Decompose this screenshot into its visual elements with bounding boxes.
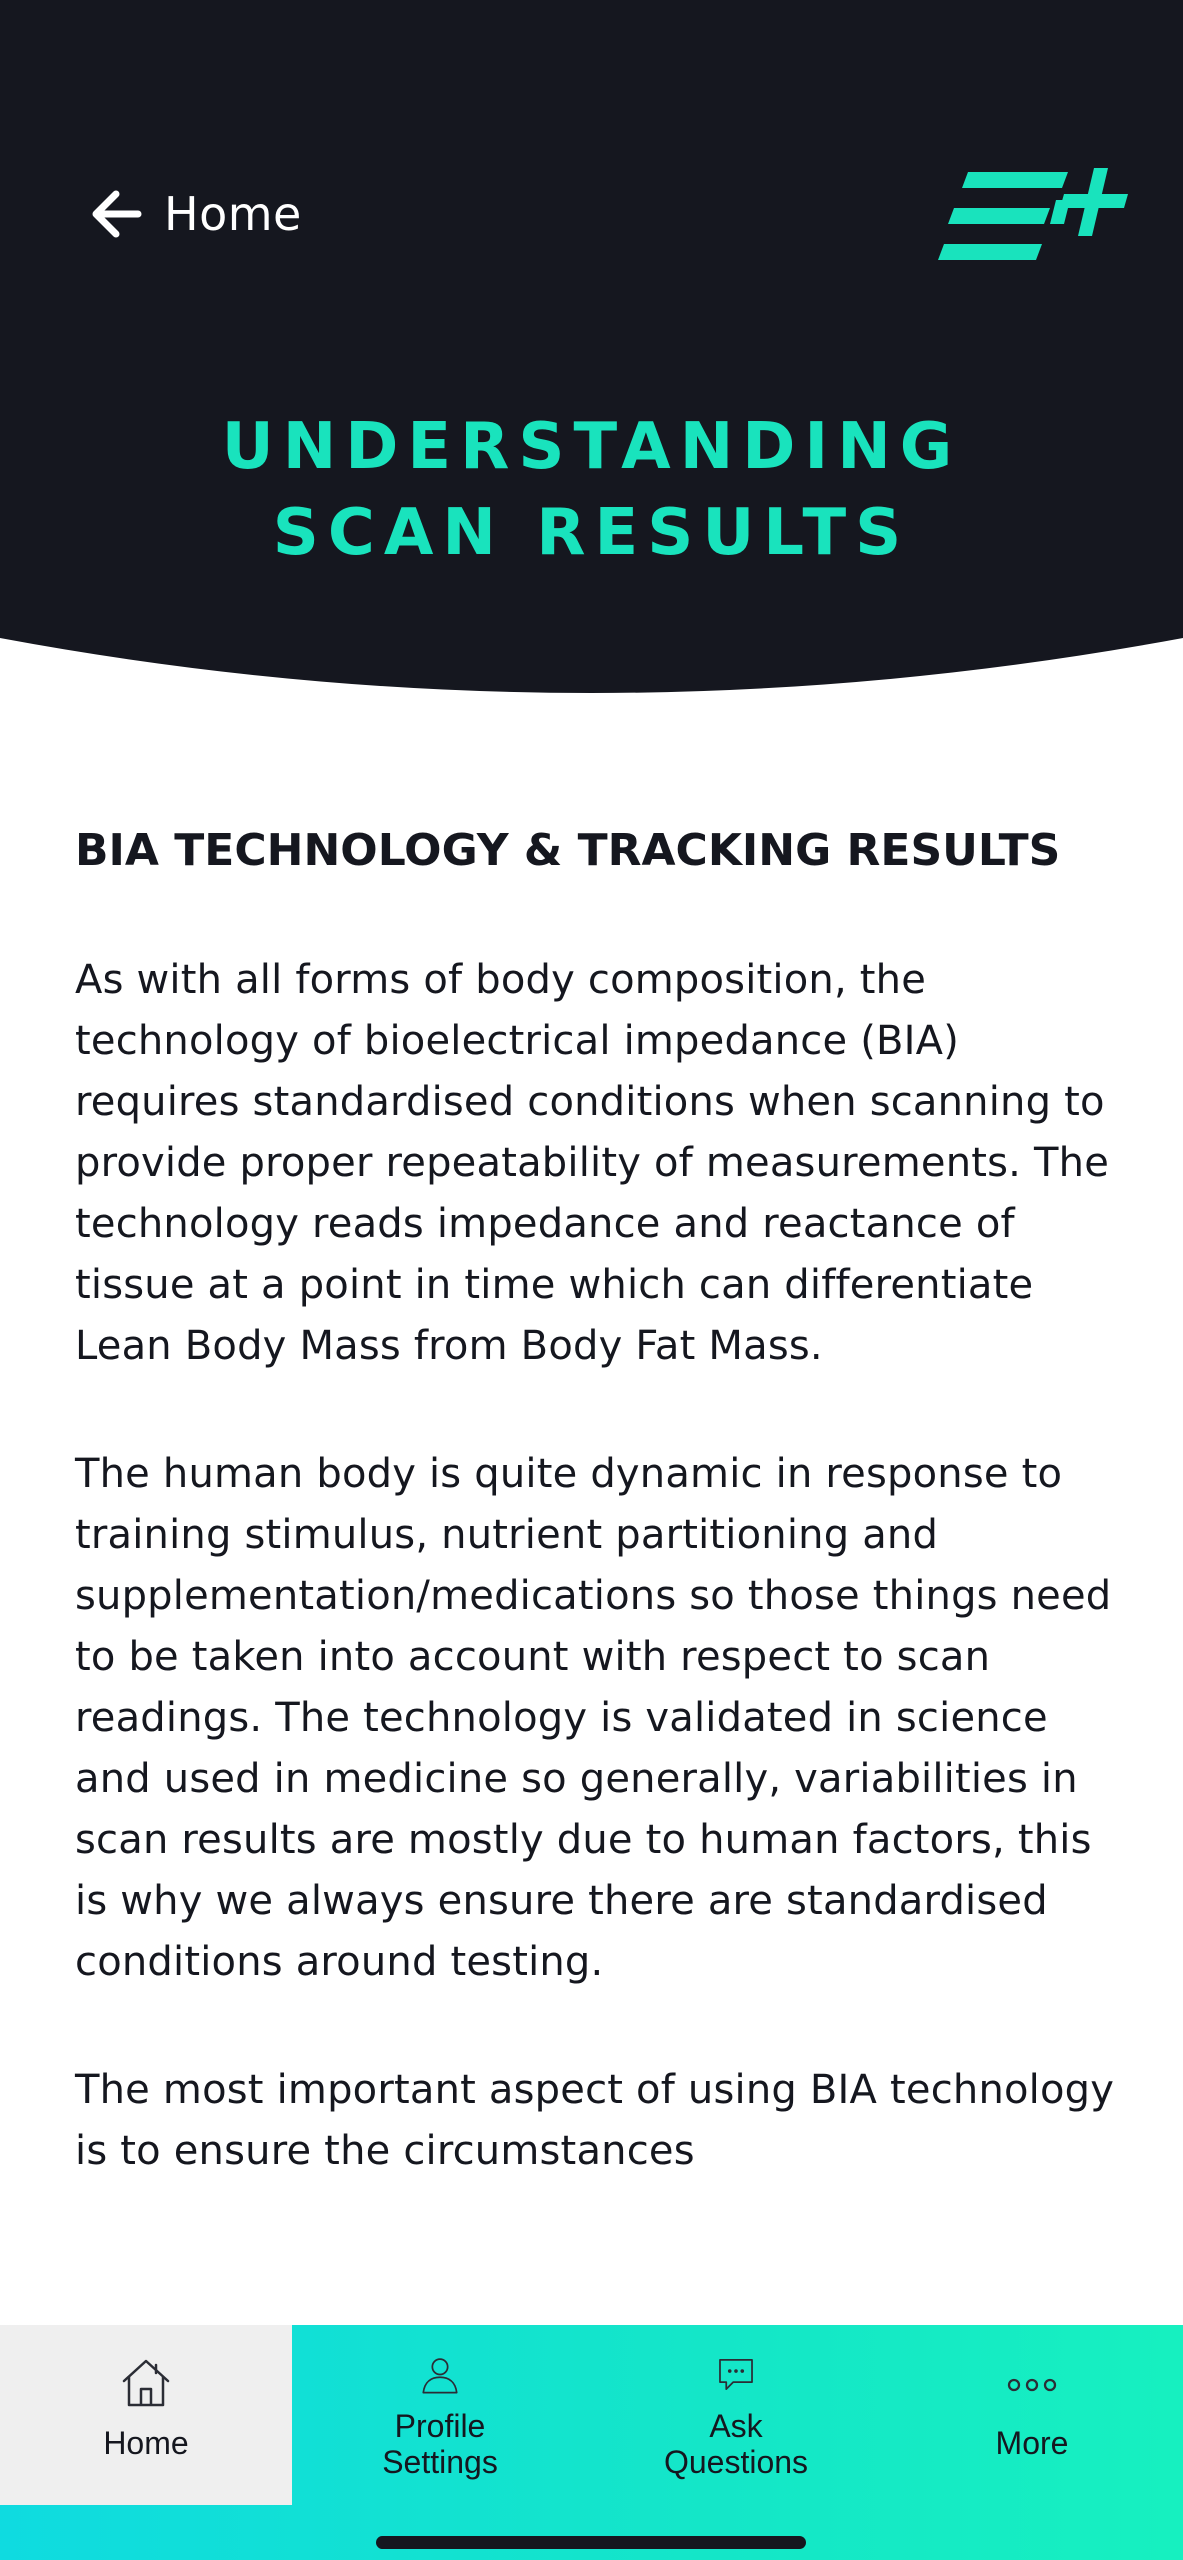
chat-icon [708,2355,764,2394]
nav-label-profile-settings: Profile Settings [382,2408,498,2480]
nav-item-ask-questions[interactable] [588,2325,884,2480]
paragraph-2: The human body is quite dynamic in response to training stimulus, nutrient partitioning and supplementation/medications so those things need to be taken into account with respect to scan readings. The technology is validated in science and used in medicine so generally, variabilities in scan results are mostly due to human factors, this is why we always ensure there are standardised conditions around testing. [75,1451,1112,1985]
paragraph-3: The most important aspect of using BIA technology is to ensure the circumstances [75,2067,1115,2174]
page-title-line-1: UNDERSTANDING [221,410,962,484]
nav-label-more: More [995,2425,1069,2461]
nav-item-more[interactable] [884,2325,1180,2480]
article-content [75,826,1115,2249]
back-button-label: Home [164,187,302,241]
more-icon [1004,2355,1060,2411]
page-title-line-2: SCAN RESULTS [272,496,911,570]
arrow-left-icon [90,189,144,239]
brand-logo [938,164,1128,268]
back-home-button[interactable] [90,178,302,250]
header-background [0,0,1183,700]
bottom-nav [0,2325,1183,2560]
home-indicator-bar[interactable] [376,2536,806,2549]
home-icon [118,2355,174,2411]
paragraph-1: As with all forms of body composition, the technology of bioelectrical impedance (BIA) requires standardised conditions when scanning to provide proper repeatability of measurements. The technology reads impedance and reactance of tissue at a point in time which can differentiate Lean Body Mass from Body Fat Mass. [75,957,1109,1369]
section-heading: BIA TECHNOLOGY & TRACKING RESULTS [75,825,1061,876]
nav-item-profile-settings[interactable] [292,2325,588,2480]
nav-label-ask-questions: Ask Questions [663,2408,809,2480]
nav-label-home: Home [103,2425,189,2461]
person-icon [412,2355,468,2394]
nav-item-home[interactable] [0,2325,292,2505]
page-title [0,404,1183,576]
